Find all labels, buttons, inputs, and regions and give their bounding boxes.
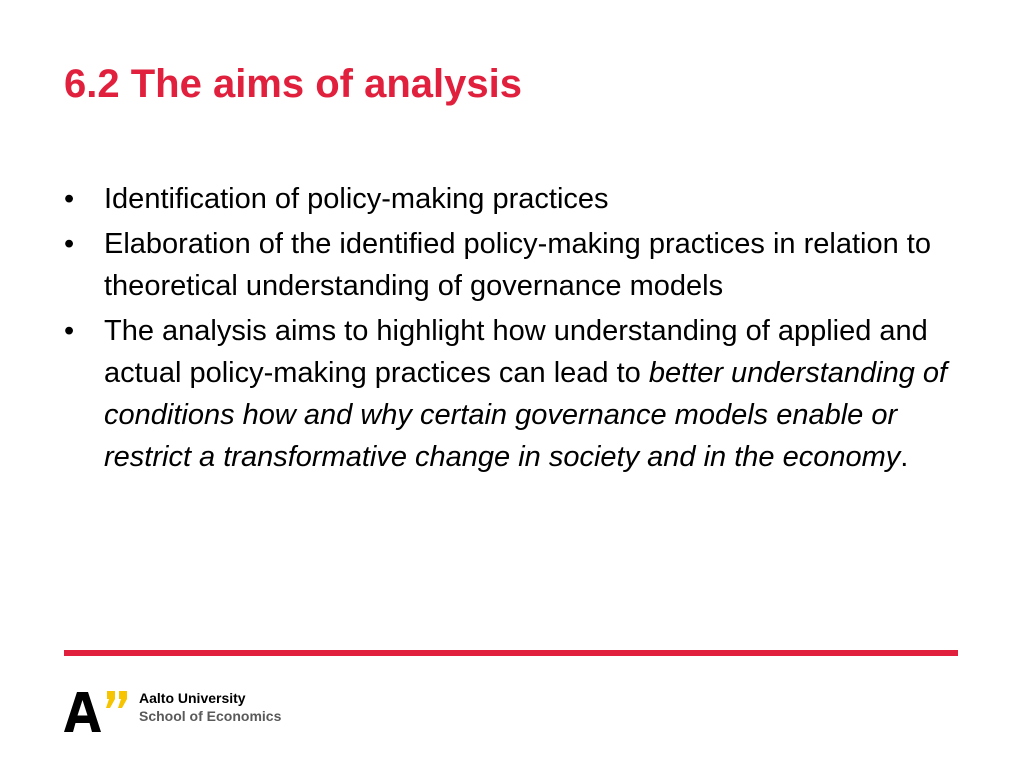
bullet-text-plain: The analysis aims to highlight how understanding of applied and actual policy-making practices can lead to [104, 315, 928, 389]
bullet-item [64, 178, 954, 220]
logo-quote-mark-1 [106, 691, 115, 708]
logo-quote-mark-2 [118, 691, 127, 708]
institution-label [139, 689, 281, 725]
footer-divider [64, 650, 958, 656]
bullet-text-italic: better understanding of conditions how and why certain governance models enable or restrict a transformative change in society and in the economy [104, 357, 948, 473]
aalto-logo [64, 688, 130, 734]
bullet-dot: • [64, 228, 75, 260]
bullet-text: Identification of policy-making practices [104, 183, 609, 215]
school-name: School of Economics [139, 708, 282, 724]
bullet-text [104, 315, 947, 473]
university-name: Aalto University [139, 690, 246, 706]
bullet-dot: • [64, 315, 75, 347]
slide-title: 6.2 The aims of analysis [64, 62, 522, 106]
bullet-list [64, 178, 954, 481]
bullet-text: Elaboration of the identified policy-making practices in relation to theoretical understanding of governance models [104, 228, 931, 302]
bullet-item [64, 223, 954, 307]
bullet-text-period: . [900, 441, 909, 473]
bullet-dot: • [64, 183, 75, 215]
bullet-item [64, 310, 954, 478]
